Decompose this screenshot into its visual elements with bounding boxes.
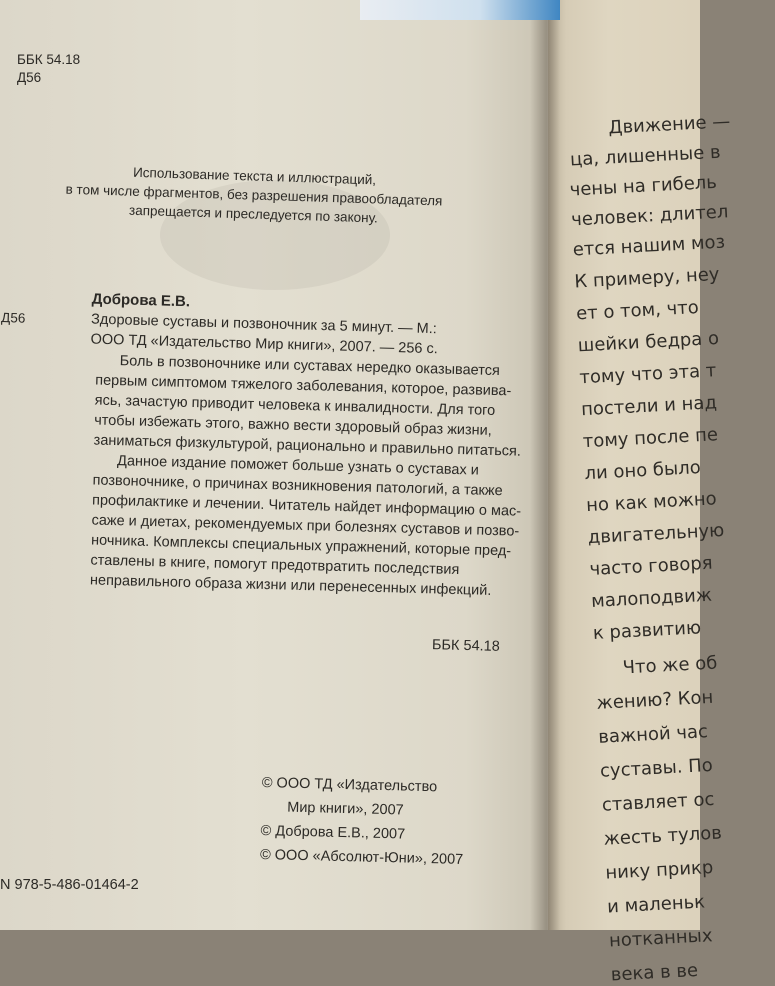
abstract-line: позвоночнике, о причинах возникновения патологий, а также <box>92 472 503 500</box>
right-line: жесть тулов <box>603 822 723 850</box>
abstract-line: чтобы избежать этого, важно вести здоровый образ жизни, <box>93 412 492 439</box>
right-line: жению? Кон <box>596 686 714 714</box>
right-line: ставляет ос <box>601 788 715 816</box>
abstract-line: неправильного образа жизни или перенесенных инфекций. <box>89 572 492 599</box>
right-line: века в ве <box>610 959 699 986</box>
right-line: ли оно было <box>583 457 702 485</box>
right-line: человек: длител <box>570 201 729 231</box>
bbk-bottom: ББК 54.18 <box>431 637 500 655</box>
right-line: нику прикр <box>604 857 714 884</box>
abstract-line: Боль в позвоночнике или суставах нередко оказывается <box>119 353 501 380</box>
right-line: ет о том, что <box>575 297 700 325</box>
right-line: Что же об <box>622 652 718 679</box>
right-line: К примеру, неу <box>573 263 720 293</box>
catalog-line: ООО ТД «Издательство Мир книги», 2007. — 256 с. <box>90 331 438 358</box>
right-line: тому что эта т <box>578 360 717 389</box>
right-line: тому после пе <box>582 424 719 453</box>
abstract-line: ясь, зачастую приводит человека к инвалидности. Для того <box>94 392 496 419</box>
right-line: постели и над <box>580 392 718 421</box>
right-line: часто говоря <box>589 552 714 581</box>
cover-edge <box>360 0 560 20</box>
right-line: важной час <box>597 721 709 748</box>
right-line: шейки бедра о <box>577 327 720 357</box>
abstract-line: ночника. Комплексы специальных упражнений, которые пред- <box>90 532 512 560</box>
right-page-text <box>560 111 731 986</box>
catalog-line: Здоровые суставы и позвоночник за 5 минут. — М.: <box>90 311 437 338</box>
index-code: Д56 <box>17 70 42 85</box>
right-line: и маленьк <box>606 891 706 918</box>
catalog-index: Д56 <box>0 310 26 326</box>
abstract-line: заниматься физкультурой, рационально и правильно питаться. <box>93 432 522 460</box>
abstract-line: саже и диетах, рекомендуемых при болезнях суставов и позво- <box>91 512 520 540</box>
isbn: N 978-5-486-01464-2 <box>0 877 139 893</box>
right-line: Движение — <box>607 111 731 139</box>
right-line: но как можно <box>585 488 718 517</box>
notice-line: в том числе фрагментов, без разрешения правообладателя <box>65 181 443 209</box>
right-line: нотканных <box>608 925 714 952</box>
right-line: к развитию <box>592 617 702 644</box>
notice-line: Использование текста и иллюстраций, <box>132 164 377 188</box>
right-line: суставы. По <box>599 754 714 782</box>
right-line: ется нашим моз <box>572 231 726 261</box>
book-gutter <box>530 0 560 930</box>
abstract-line: первым симптомом тяжелого заболевания, которое, развива- <box>95 372 512 400</box>
right-line: чены на гибель <box>569 171 718 201</box>
right-line: двигательную <box>587 519 725 549</box>
bbk-code: ББК 54.18 <box>17 52 81 67</box>
abstract-line: профилактике и лечении. Читатель найдет информацию о мас- <box>91 492 522 520</box>
right-line: ца, лишенные в <box>569 141 722 171</box>
copyright-line: Мир книги», 2007 <box>287 799 404 819</box>
abstract-line: Данное издание поможет больше узнать о суставах и <box>116 453 480 479</box>
abstract-line: ставлены в книге, помогут предотвратить последствия <box>90 552 460 579</box>
author-name: Доброва Е.В. <box>91 290 191 311</box>
right-line: малоподвиж <box>590 584 713 613</box>
copyright-line: © ООО «Абсолют-Юни», 2007 <box>259 846 464 868</box>
notice-line: запрещается и преследуется по закону. <box>128 202 378 226</box>
copyright-line: © ООО ТД «Издательство <box>261 775 438 796</box>
copyright-line: © Доброва Е.В., 2007 <box>260 822 406 843</box>
